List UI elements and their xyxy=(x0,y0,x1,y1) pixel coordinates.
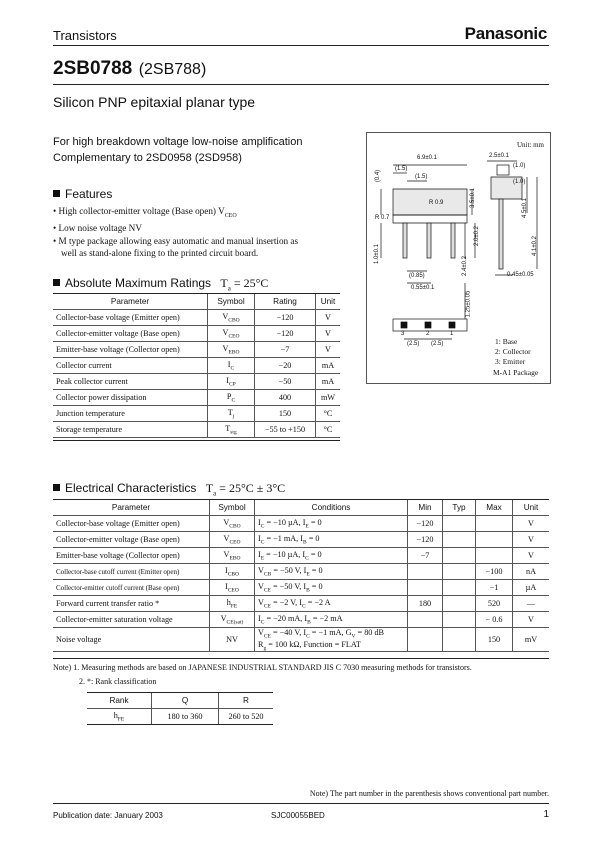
unit-cell: V xyxy=(316,342,341,358)
unit-cell: mA xyxy=(316,358,341,374)
unit-cell: V xyxy=(513,516,550,532)
unit-cell: V xyxy=(513,532,550,548)
rating-cell: −7 xyxy=(255,342,316,358)
col-header: Rating xyxy=(255,294,316,310)
dim-label: 6.9±0.1 xyxy=(417,155,437,161)
typ-cell xyxy=(443,628,476,652)
symbol-cell: $T_j$ xyxy=(208,406,255,422)
col-header: Conditions xyxy=(255,500,408,516)
col-header: Symbol xyxy=(210,500,255,516)
feature-item: • M type package allowing easy automatic and manual insertion as xyxy=(53,235,299,246)
dim-label: (0.85) xyxy=(409,273,425,279)
footer-rule xyxy=(53,803,549,804)
symbol-cell: $V_{CBO}$ xyxy=(210,516,255,532)
part-number: 2SB0788 xyxy=(53,58,133,79)
section-square-icon xyxy=(53,190,60,197)
symbol-cell: NV xyxy=(210,628,255,652)
symbol-cell: $I_{CP}$ xyxy=(208,374,255,390)
param-cell: Collector-base voltage (Emitter open) xyxy=(53,310,208,326)
param-cell: Collector-emitter voltage (Base open) xyxy=(53,326,208,342)
unit-cell: °C xyxy=(316,422,341,438)
param-cell: Collector power dissipation xyxy=(53,390,208,406)
rank-value: 180 to 360 xyxy=(152,709,219,725)
max-cell: 150 xyxy=(476,628,513,652)
symbol-cell: $h_{FE}$ xyxy=(210,596,255,612)
col-header: Rank xyxy=(87,693,152,709)
feature-item: • Low noise voltage NV xyxy=(53,223,142,234)
col-header: Typ xyxy=(443,500,476,516)
dim-label: (2.5) xyxy=(407,341,420,347)
table-row xyxy=(53,596,549,612)
dim-label: 1.25±0.05 xyxy=(465,290,472,318)
subtitle: Silicon PNP epitaxial planar type xyxy=(53,94,256,110)
rating-cell: −120 xyxy=(255,326,316,342)
table-bottom-rule xyxy=(53,658,549,659)
param-cell: Peak collector current xyxy=(53,374,208,390)
typ-cell xyxy=(443,596,476,612)
dim-label: 0.45±0.05 xyxy=(507,272,534,278)
param-cell: Collector-emitter saturation voltage xyxy=(53,612,210,628)
min-cell: −120 xyxy=(408,532,443,548)
max-cell: − 0.6 xyxy=(476,612,513,628)
conditions-cell: $I_C = -20$ mA, $I_B = -2$ mA xyxy=(255,612,408,628)
symbol-cell: $I_{CEO}$ xyxy=(210,580,255,596)
dim-label: (1.0) xyxy=(513,179,526,185)
unit-cell: V xyxy=(513,548,550,564)
min-cell xyxy=(408,580,443,596)
max-cell xyxy=(476,516,513,532)
dim-label: 2.0±0.2 xyxy=(473,226,480,246)
unit-cell: V xyxy=(316,310,341,326)
rank-value: 260 to 520 xyxy=(219,709,274,725)
dim-label: (0.4) xyxy=(375,169,382,183)
typ-cell xyxy=(443,564,476,580)
features-list xyxy=(53,205,353,260)
param-cell: Collector-base voltage (Emitter open) xyxy=(53,516,210,532)
symbol-cell: $T_{stg}$ xyxy=(208,422,255,438)
param-cell: Storage temperature xyxy=(53,422,208,438)
max-cell xyxy=(476,532,513,548)
col-header: Q xyxy=(152,693,219,709)
table-row xyxy=(53,326,340,342)
dim-label: (1.5) xyxy=(415,174,428,180)
package-name: M-A1 Package xyxy=(493,368,539,377)
pin-label: 3 xyxy=(401,331,405,337)
note-2: 2. *: Rank classification xyxy=(79,677,157,686)
col-header: R xyxy=(219,693,274,709)
header-rule xyxy=(53,45,549,46)
dim-label: 3.5±0.1 xyxy=(469,188,476,208)
col-header: Parameter xyxy=(53,294,208,310)
typ-cell xyxy=(443,548,476,564)
dim-label: 1.0±0.1 xyxy=(373,244,380,264)
part-number-note: Note) The part number in the parenthesis shows conventional part number. xyxy=(309,789,549,798)
table-bottom-rule xyxy=(53,440,340,441)
table-row xyxy=(53,374,340,390)
pin-label: 1 xyxy=(450,331,454,337)
table-row xyxy=(53,342,340,358)
dim-label: 0.55±0.1 xyxy=(411,285,435,291)
alt-part-number: (2SB788) xyxy=(138,61,207,78)
param-cell: Forward current transfer ratio * xyxy=(53,596,210,612)
param-cell: Junction temperature xyxy=(53,406,208,422)
unit-cell: °C xyxy=(316,406,341,422)
feature-item: • High collector-emitter voltage (Base open) $V_{CEO}$ xyxy=(53,206,237,219)
typ-cell xyxy=(443,612,476,628)
dim-label: (1.0) xyxy=(513,163,526,169)
param-cell: Collector current xyxy=(53,358,208,374)
symbol-cell: $V_{CBO}$ xyxy=(208,310,255,326)
rating-cell: −50 xyxy=(255,374,316,390)
typ-cell xyxy=(443,516,476,532)
unit-cell: V xyxy=(513,612,550,628)
table-row xyxy=(53,406,340,422)
conditions-cell: $I_E = -10$ µA, $I_C = 0$ xyxy=(255,548,408,564)
min-cell xyxy=(408,612,443,628)
rating-cell: −20 xyxy=(255,358,316,374)
elec-heading: Electrical Characteristics $T_a = 25^\circ C \pm 3^\circ C$ xyxy=(53,481,285,497)
max-cell xyxy=(476,548,513,564)
table-row xyxy=(53,580,549,596)
min-cell xyxy=(408,628,443,652)
table-row xyxy=(53,612,549,628)
table-bottom-rule xyxy=(87,724,273,725)
package-drawing xyxy=(366,132,551,384)
unit-cell: µA xyxy=(513,580,550,596)
col-header: Min xyxy=(408,500,443,516)
param-cell: Noise voltage xyxy=(53,628,210,652)
table-top-rule xyxy=(87,692,273,693)
unit-cell: mW xyxy=(316,390,341,406)
symbol-cell: $V_{CE(sat)}$ xyxy=(210,612,255,628)
symbol-cell: $I_C$ xyxy=(208,358,255,374)
unit-cell: nA xyxy=(513,564,550,580)
dim-label: 4.1±0.2 xyxy=(531,236,538,256)
min-cell: −7 xyxy=(408,548,443,564)
conditions-cell: $I_C = -1$ mA, $I_B = 0$ xyxy=(255,532,408,548)
dim-label: 4.5±0.1 xyxy=(521,198,528,218)
rank-table xyxy=(87,692,273,725)
rating-cell: −120 xyxy=(255,310,316,326)
brand-logo: Panasonic xyxy=(464,24,547,43)
page-title xyxy=(53,58,206,80)
col-header: Unit xyxy=(513,500,550,516)
abs-max-table xyxy=(53,293,340,438)
title-rule xyxy=(53,84,549,85)
param-cell: Collector-emitter cutoff current (Base open) xyxy=(53,580,210,596)
max-cell: −100 xyxy=(476,564,513,580)
table-top-rule xyxy=(53,293,340,294)
table-row xyxy=(53,628,549,652)
typ-cell xyxy=(443,580,476,596)
conditions-cell: $I_C = -10$ µA, $I_E = 0$ xyxy=(255,516,408,532)
rating-cell: 400 xyxy=(255,390,316,406)
dim-label: (1.5) xyxy=(395,166,408,172)
symbol-cell: $I_{CBO}$ xyxy=(210,564,255,580)
intro-line-2: Complementary to 2SD0958 (2SD958) xyxy=(53,152,242,164)
unit-cell: — xyxy=(513,596,550,612)
table-row xyxy=(53,532,549,548)
table-row xyxy=(53,358,340,374)
dim-label: (2.5) xyxy=(431,341,444,347)
conditions-cell: $V_{CE} = -50$ V, $I_B = 0$ xyxy=(255,580,408,596)
table-top-rule xyxy=(53,499,549,500)
doc-code: SJC00055BED xyxy=(271,811,325,820)
symbol-cell: $V_{CEO}$ xyxy=(208,326,255,342)
intro-line-1: For high breakdown voltage low-noise amplification xyxy=(53,136,303,148)
conditions-cell: $V_{CE} = -2$ V, $I_C = -2$ A xyxy=(255,596,408,612)
conditions-cell: $V_{CE} = -40$ V, $I_C = -1$ mA, $G_V = 80$ dB $R_g = 100$ kΩ, Function = FLAT xyxy=(255,628,408,652)
param-cell: Collector-base cutoff current (Emitter open) xyxy=(53,564,210,580)
features-heading: Features xyxy=(53,187,112,201)
feature-item-cont: well as stand-alone fixing to the printed circuit board. xyxy=(61,248,259,259)
symbol-cell: $V_{EBO}$ xyxy=(210,548,255,564)
unit-label: Unit: mm xyxy=(516,141,544,149)
table-row xyxy=(53,564,549,580)
note-1: Note) 1. Measuring methods are based on JAPANESE INDUSTRIAL STANDARD JIS C 7030 measuring methods for transistors. xyxy=(53,663,472,672)
symbol-cell: $P_C$ xyxy=(208,390,255,406)
intro xyxy=(53,134,302,166)
category-label: Transistors xyxy=(53,28,117,43)
abs-max-heading: Absolute Maximum Ratings $T_a = 25^\circ C$ xyxy=(53,276,268,292)
max-cell: 520 xyxy=(476,596,513,612)
param-cell: Collector-emitter voltage (Base open) xyxy=(53,532,210,548)
param-cell: Emitter-base voltage (Collector open) xyxy=(53,548,210,564)
pin-legend: 1: Base 2: Collector 3: Emitter xyxy=(495,337,531,366)
symbol-cell: $V_{CEO}$ xyxy=(210,532,255,548)
dim-label: 2.5±0.1 xyxy=(489,153,509,159)
col-header: Max xyxy=(476,500,513,516)
dim-label: R 0.9 xyxy=(429,200,444,206)
table-row xyxy=(53,390,340,406)
typ-cell xyxy=(443,532,476,548)
col-header: Symbol xyxy=(208,294,255,310)
conditions-cell: $V_{CB} = -50$ V, $I_E = 0$ xyxy=(255,564,408,580)
section-square-icon xyxy=(53,279,60,286)
param-cell: Emitter-base voltage (Collector open) xyxy=(53,342,208,358)
min-cell: −120 xyxy=(408,516,443,532)
unit-cell: mA xyxy=(316,374,341,390)
dim-label: R 0.7 xyxy=(375,215,390,221)
symbol-cell: $V_{EBO}$ xyxy=(208,342,255,358)
section-square-icon xyxy=(53,484,60,491)
rank-row-label: $h_{FE}$ xyxy=(87,709,152,725)
rating-cell: −55 to +150 xyxy=(255,422,316,438)
elec-table xyxy=(53,499,549,652)
table-row xyxy=(53,548,549,564)
col-header: Parameter xyxy=(53,500,210,516)
pin-label: 2 xyxy=(426,331,430,337)
page-number: 1 xyxy=(543,809,549,820)
table-row xyxy=(53,516,549,532)
publication-date: Publication date: January 2003 xyxy=(53,811,163,820)
rating-cell: 150 xyxy=(255,406,316,422)
unit-cell: V xyxy=(316,326,341,342)
unit-cell: mV xyxy=(513,628,550,652)
table-row xyxy=(53,310,340,326)
min-cell xyxy=(408,564,443,580)
col-header: Unit xyxy=(316,294,341,310)
min-cell: 180 xyxy=(408,596,443,612)
table-row xyxy=(53,422,340,438)
max-cell: −1 xyxy=(476,580,513,596)
dim-label: 2.4±0.2 xyxy=(461,256,468,276)
